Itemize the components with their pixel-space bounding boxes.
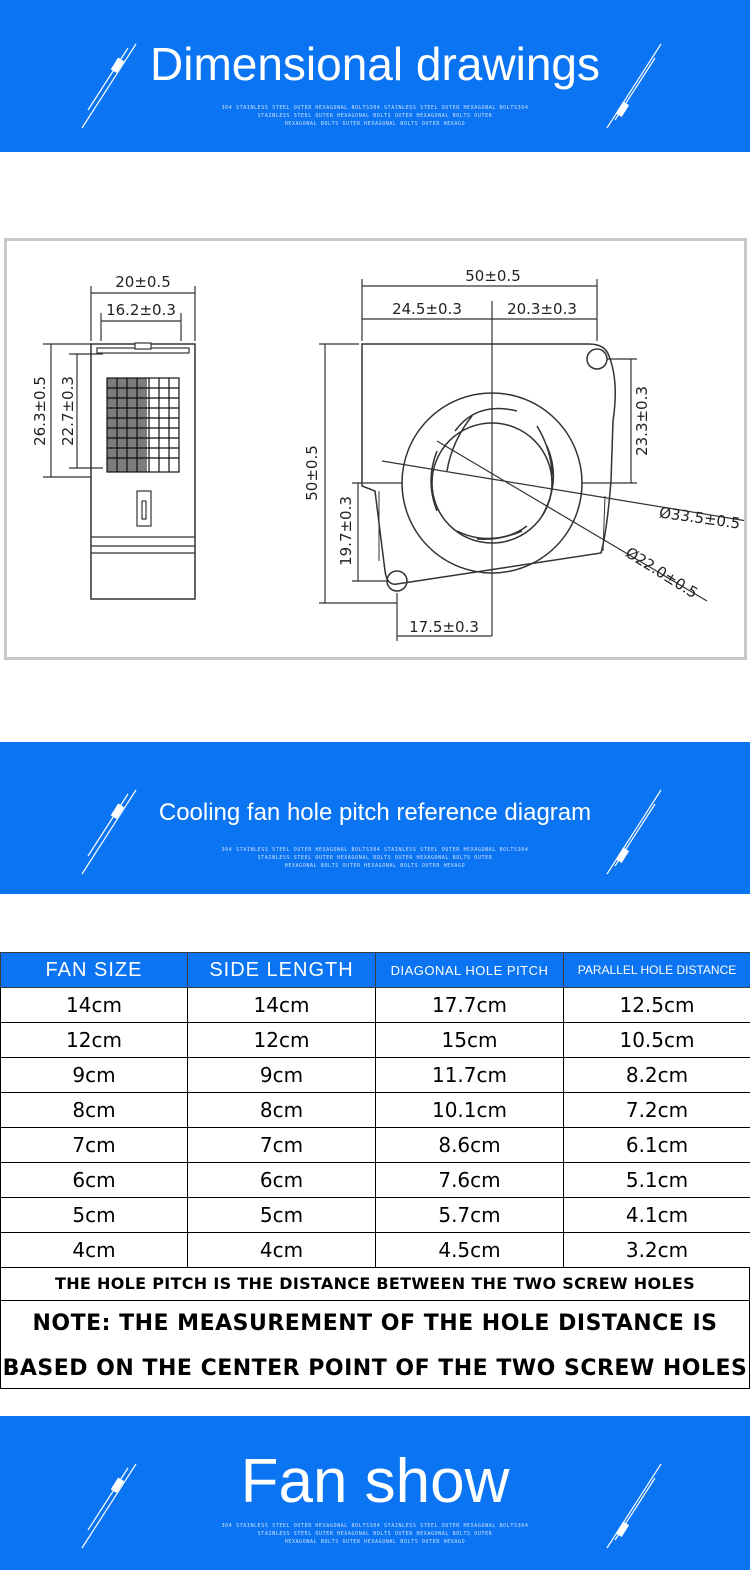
dim-hole-bottom: 19.7±0.3 [337,496,355,566]
header-parallel-hole-distance: PARALLEL HOLE DISTANCE [564,953,750,988]
header-banner-text [0,0,750,152]
table-cell: 14cm [1,988,188,1023]
table-cell: 6.1cm [564,1128,750,1163]
note-measurement [0,1301,750,1389]
banner-subtext-line: HEXAGONAL BOLTS OUTER HEXAGONAL BOLTS OUTER HEXAGO [284,863,466,869]
banner-subtext-line: 304 STAINLESS STEEL OUTER HEXAGONAL BOLTS304 STAINLESS STEEL OUTER HEXAGONAL BOLTS304 [221,1523,529,1529]
table-cell: 8.2cm [564,1058,750,1093]
banner-subtext-line: 304 STAINLESS STEEL OUTER HEXAGONAL BOLTS304 STAINLESS STEEL OUTER HEXAGONAL BOLTS304 [221,105,529,111]
dim-side-height: 26.3±0.5 [31,376,49,446]
table-row [1,1163,750,1198]
table-cell: 4cm [188,1233,376,1268]
table-cell: 7.2cm [564,1093,750,1128]
table-cell: 5.7cm [376,1198,564,1233]
banner-subtext-line: HEXAGONAL BOLTS OUTER HEXAGONAL BOLTS OUTER HEXAGO [284,1539,466,1545]
section-title-hole-pitch: Cooling fan hole pitch reference diagram [158,799,592,826]
table-row [1,1023,750,1058]
banner-subtext-line: STAINLESS STEEL OUTER HEXAGONAL BOLTS OUTER HEXAGONAL BOLTS OUTER [257,1531,493,1537]
header-fan-size: FAN SIZE [1,953,188,988]
table-cell: 14cm [188,988,376,1023]
table-cell: 15cm [376,1023,564,1058]
table-row [1,1128,750,1163]
banner-subtext [0,104,750,128]
table-cell: 12cm [188,1023,376,1058]
page-title: Dimensional drawings [150,38,600,90]
banner-subtext-line: STAINLESS STEEL OUTER HEXAGONAL BOLTS OUTER HEXAGONAL BOLTS OUTER [257,855,493,861]
banner-subtext-line: STAINLESS STEEL OUTER HEXAGONAL BOLTS OUTER HEXAGONAL BOLTS OUTER [257,113,493,119]
table-cell: 4cm [1,1233,188,1268]
dim-hole-top: 23.3±0.3 [633,386,651,456]
section-banner-fan-show [0,1416,750,1570]
table-cell: 6cm [1,1163,188,1198]
dim-side-inner-width: 16.2±0.3 [106,301,176,319]
table-cell: 6cm [188,1163,376,1198]
table-cell: 17.7cm [376,988,564,1023]
table-row [1,1058,750,1093]
banner-subtext-line: 304 STAINLESS STEEL OUTER HEXAGONAL BOLTS304 STAINLESS STEEL OUTER HEXAGONAL BOLTS304 [221,847,529,853]
dim-front-right: 20.3±0.3 [507,300,577,318]
dimensional-drawing [4,238,747,660]
table-cell: 8cm [188,1093,376,1128]
banner-subtext-line: HEXAGONAL BOLTS OUTER HEXAGONAL BOLTS OUTER HEXAGO [284,121,466,127]
section-banner-hole-pitch [0,742,750,894]
banner-subtext [0,846,750,870]
table-cell: 7cm [1,1128,188,1163]
dim-hole-x: 17.5±0.3 [409,618,479,636]
table-cell: 11.7cm [376,1058,564,1093]
dim-side-width: 20±0.5 [115,273,171,291]
table-cell: 10.5cm [564,1023,750,1058]
front-view [362,344,615,591]
table-header-row [1,953,750,988]
table-row [1,988,750,1023]
table-cell: 8.6cm [376,1128,564,1163]
table-cell: 7.6cm [376,1163,564,1198]
table-cell: 8cm [1,1093,188,1128]
dim-inner-diameter: Ø22.0±0.5 [622,543,702,603]
table-cell: 4.5cm [376,1233,564,1268]
table-cell: 12.5cm [564,988,750,1023]
hole-pitch-table [0,952,750,1268]
table-cell: 3.2cm [564,1233,750,1268]
table-cell: 9cm [188,1058,376,1093]
table-cell: 5cm [1,1198,188,1233]
dim-outer-diameter: Ø33.5±0.5 [658,503,742,533]
note-line: BASED ON THE CENTER POINT OF THE TWO SCREW HOLES [2,1356,748,1381]
table-cell: 9cm [1,1058,188,1093]
note-line: NOTE: THE MEASUREMENT OF THE HOLE DISTANCE IS [32,1311,718,1336]
table-cell: 5.1cm [564,1163,750,1198]
table-row [1,1198,750,1233]
table-cell: 5cm [188,1198,376,1233]
table-row [1,1233,750,1268]
section-title-fan-show: Fan show [240,1447,510,1516]
dim-front-width: 50±0.5 [465,267,521,285]
dim-side-inner-height: 22.7±0.3 [59,376,77,446]
header-side-length: SIDE LENGTH [188,953,376,988]
dim-front-height: 50±0.5 [303,445,321,501]
table-cell: 4.1cm [564,1198,750,1233]
note-hole-pitch-definition: THE HOLE PITCH IS THE DISTANCE BETWEEN THE TWO SCREW HOLES [0,1267,750,1301]
table-cell: 7cm [188,1128,376,1163]
dim-front-left: 24.5±0.3 [392,300,462,318]
table-row [1,1093,750,1128]
table-cell: 12cm [1,1023,188,1058]
table-cell: 10.1cm [376,1093,564,1128]
header-diagonal-hole-pitch: DIAGONAL HOLE PITCH [376,953,564,988]
banner-subtext [0,1522,750,1546]
